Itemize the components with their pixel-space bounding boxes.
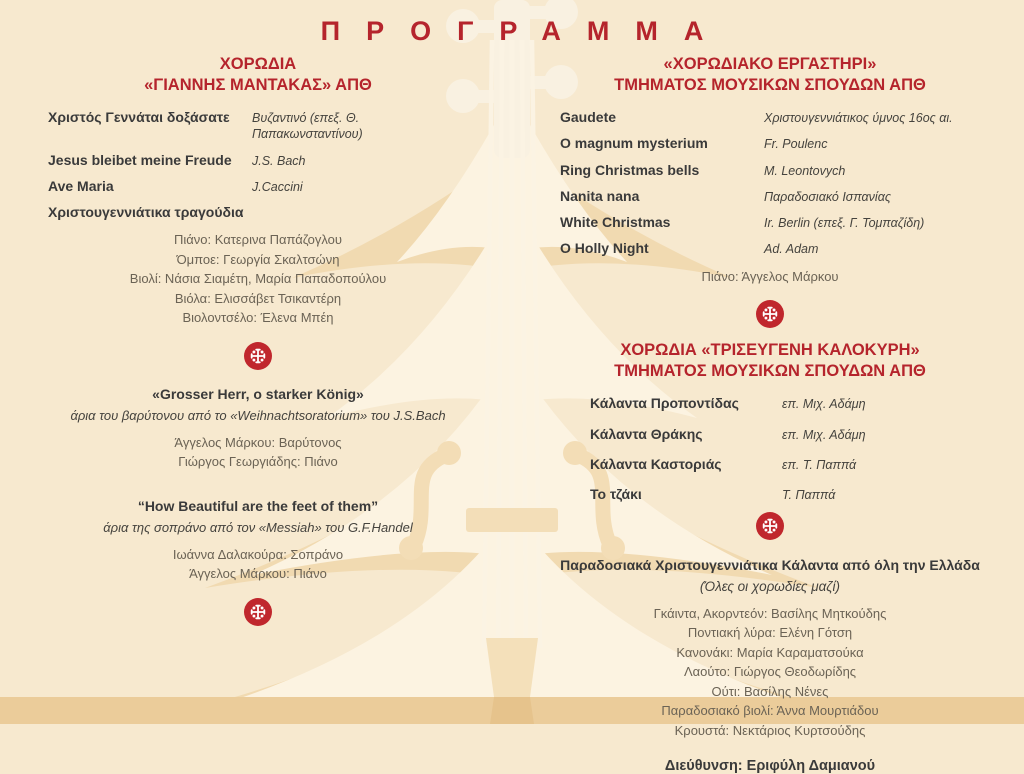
aria1-subtitle: άρια του βαρύτονου από το «Weihnachtsoratorium» του J.S.Bach — [70, 407, 446, 423]
work-row — [40, 109, 476, 143]
work-row — [552, 426, 988, 443]
finale-subtitle: (Όλες οι χορωδίες μαζί) — [699, 578, 841, 594]
work-title: White Christmas — [560, 214, 671, 231]
performer-line: Παραδοσιακό βιολί: Άννα Μουρτιάδου — [661, 703, 879, 719]
work-title: Gaudete — [560, 109, 617, 126]
choir1-works — [40, 109, 476, 221]
page-title: ΠΡΟΓΡΑΜΜΑ — [320, 16, 730, 46]
conductor-credit: Διεύθυνση: Εριφύλη Δαμιανού — [664, 758, 876, 774]
work-row — [40, 152, 476, 169]
work-composer: J.Caccini — [252, 179, 303, 194]
work-composer: J.S. Bach — [252, 153, 306, 168]
work-composer: M. Leontovych — [764, 163, 846, 178]
work-title: O Holly Night — [560, 240, 649, 257]
work-title: Nanita nana — [560, 187, 640, 204]
work-row — [552, 162, 988, 179]
choir2-works — [552, 109, 988, 258]
choir3-title-line2: ΤΜΗΜΑΤΟΣ ΜΟΥΣΙΚΩΝ ΣΠΟΥΔΩΝ ΑΠΘ — [614, 362, 926, 381]
finale-title: Παραδοσιακά Χριστουγεννιάτικα Κάλαντα από όλη την Ελλάδα — [560, 557, 980, 574]
work-composer: Ad. Adam — [764, 242, 819, 257]
snowflake-ornament-icon — [244, 598, 272, 626]
work-row — [552, 456, 988, 473]
aria2-performers — [40, 545, 476, 584]
performer-line: Βιόλα: Ελισσάβετ Τσικαντέρη — [174, 290, 342, 306]
work-title: Ave Maria — [48, 177, 114, 194]
aria1-performers — [40, 433, 476, 472]
work-row — [552, 135, 988, 152]
choir1-header — [40, 54, 476, 96]
choir1-performers — [40, 230, 476, 328]
performer-line: Βιολί: Νάσια Σιαμέτη, Μαρία Παπαδοπούλου — [129, 271, 387, 287]
performer-line: Λαούτο: Γιώργος Θεοδωρίδης — [683, 664, 857, 680]
aria1-title: «Grosser Herr, o starker König» — [152, 385, 364, 402]
work-composer — [252, 204, 442, 221]
performer-line: Κρουστά: Νεκτάριος Κυρτσούδης — [674, 722, 866, 738]
right-column — [552, 54, 988, 774]
performer-line: Πιάνο: Κατερινα Παπάζογλου — [173, 232, 343, 248]
choir2-title-line2: ΤΜΗΜΑΤΟΣ ΜΟΥΣΙΚΩΝ ΣΠΟΥΔΩΝ ΑΠΘ — [614, 76, 926, 95]
work-composer: επ. Τ. Παππά — [782, 457, 857, 472]
choir2-title-line1: «ΧΟΡΩΔΙΑΚΟ ΕΡΓΑΣΤΗΡΙ» — [663, 55, 877, 73]
left-column — [40, 54, 476, 626]
aria2-title: “How Beautiful are the feet of them” — [137, 497, 379, 514]
choir3-header — [552, 340, 988, 382]
work-title: Κάλαντα Προποντίδας — [590, 395, 739, 412]
work-title: Ring Christmas bells — [560, 161, 700, 178]
work-composer: επ. Μιχ. Αδάμη — [782, 397, 866, 412]
work-composer: επ. Μιχ. Αδάμη — [782, 427, 866, 442]
work-composer: Τ. Παππά — [782, 488, 836, 503]
work-title: Κάλαντα Θράκης — [590, 425, 703, 442]
performer-line: Κανονάκι: Μαρία Καραματσούκα — [676, 644, 864, 660]
work-row — [552, 188, 988, 205]
choir3-title-line1: ΧΟΡΩΔΙΑ «ΤΡΙΣΕΥΓΕΝΗ ΚΑΛΟΚΥΡΗ» — [620, 341, 920, 360]
finale-section — [552, 556, 988, 774]
work-title: Το τζάκι — [590, 486, 642, 503]
work-row — [40, 178, 476, 195]
work-row — [552, 109, 988, 126]
choir2-piano-note: Πιάνο: Άγγελος Μάρκου — [701, 268, 839, 284]
performer-line: Ποντιακή λύρα: Ελένη Γότση — [687, 625, 853, 641]
work-title: O magnum mysterium — [560, 135, 708, 152]
choir1-title-line1: ΧΟΡΩΔΙΑ — [219, 55, 297, 73]
work-composer: Ir. Berlin (επεξ. Γ. Τομπαζίδη) — [764, 216, 925, 231]
performer-line: Βιολοντσέλο: Έλενα Μπέη — [182, 310, 334, 326]
performer-line: Γιώργος Γεωργιάδης: Πιάνο — [178, 454, 338, 470]
work-row — [552, 486, 988, 503]
violin-bridge — [466, 508, 558, 532]
work-row — [40, 204, 476, 221]
work-row — [552, 214, 988, 231]
snowflake-ornament-icon — [244, 342, 272, 370]
performer-line: Άγγελος Μάρκου: Βαρύτονος — [174, 434, 342, 450]
choir1-title-line2: «ΓΙΑΝΝΗΣ ΜΑΝΤΑΚΑΣ» ΑΠΘ — [144, 76, 372, 95]
performer-line: Όμποε: Γεωργία Σκαλτσώνη — [176, 251, 340, 267]
work-composer: Βυζαντινό (επεξ. Θ. Παπακωνσταντίνου) — [252, 111, 363, 142]
work-composer: Χριστουγεννιάτικος ύμνος 16ος αι. — [764, 111, 953, 126]
aria2-subtitle: άρια της σοπράνο από τον «Messiah» του G.F.Handel — [103, 519, 413, 535]
aria1-section — [40, 386, 476, 472]
finale-performers — [552, 604, 988, 741]
performer-line: Ιωάννα Δαλακούρα: Σοπράνο — [172, 546, 344, 562]
choir2-header — [552, 54, 988, 96]
work-composer: Fr. Poulenc — [764, 137, 828, 152]
work-row — [552, 395, 988, 412]
performer-line: Άγγελος Μάρκου: Πιάνο — [189, 566, 327, 582]
choir3-works — [552, 395, 988, 503]
work-composer: Παραδοσιακό Ισπανίας — [764, 189, 891, 204]
work-title: Jesus bleibet meine Freude — [48, 151, 232, 168]
snowflake-ornament-icon — [756, 512, 784, 540]
work-title: Χριστουγεννιάτικα τραγούδια — [48, 204, 244, 221]
violin-tailpiece — [486, 638, 538, 697]
work-title: Κάλαντα Καστοριάς — [590, 455, 722, 472]
performer-line: Γκάιντα, Ακορντεόν: Βασίλης Μητκούδης — [653, 605, 887, 621]
performer-line: Ούτι: Βασίλης Νένες — [711, 683, 829, 699]
snowflake-ornament-icon — [756, 300, 784, 328]
work-title: Χριστός Γεννάται δοξάσατε — [48, 109, 230, 126]
work-row — [552, 240, 988, 257]
aria2-section — [40, 498, 476, 584]
